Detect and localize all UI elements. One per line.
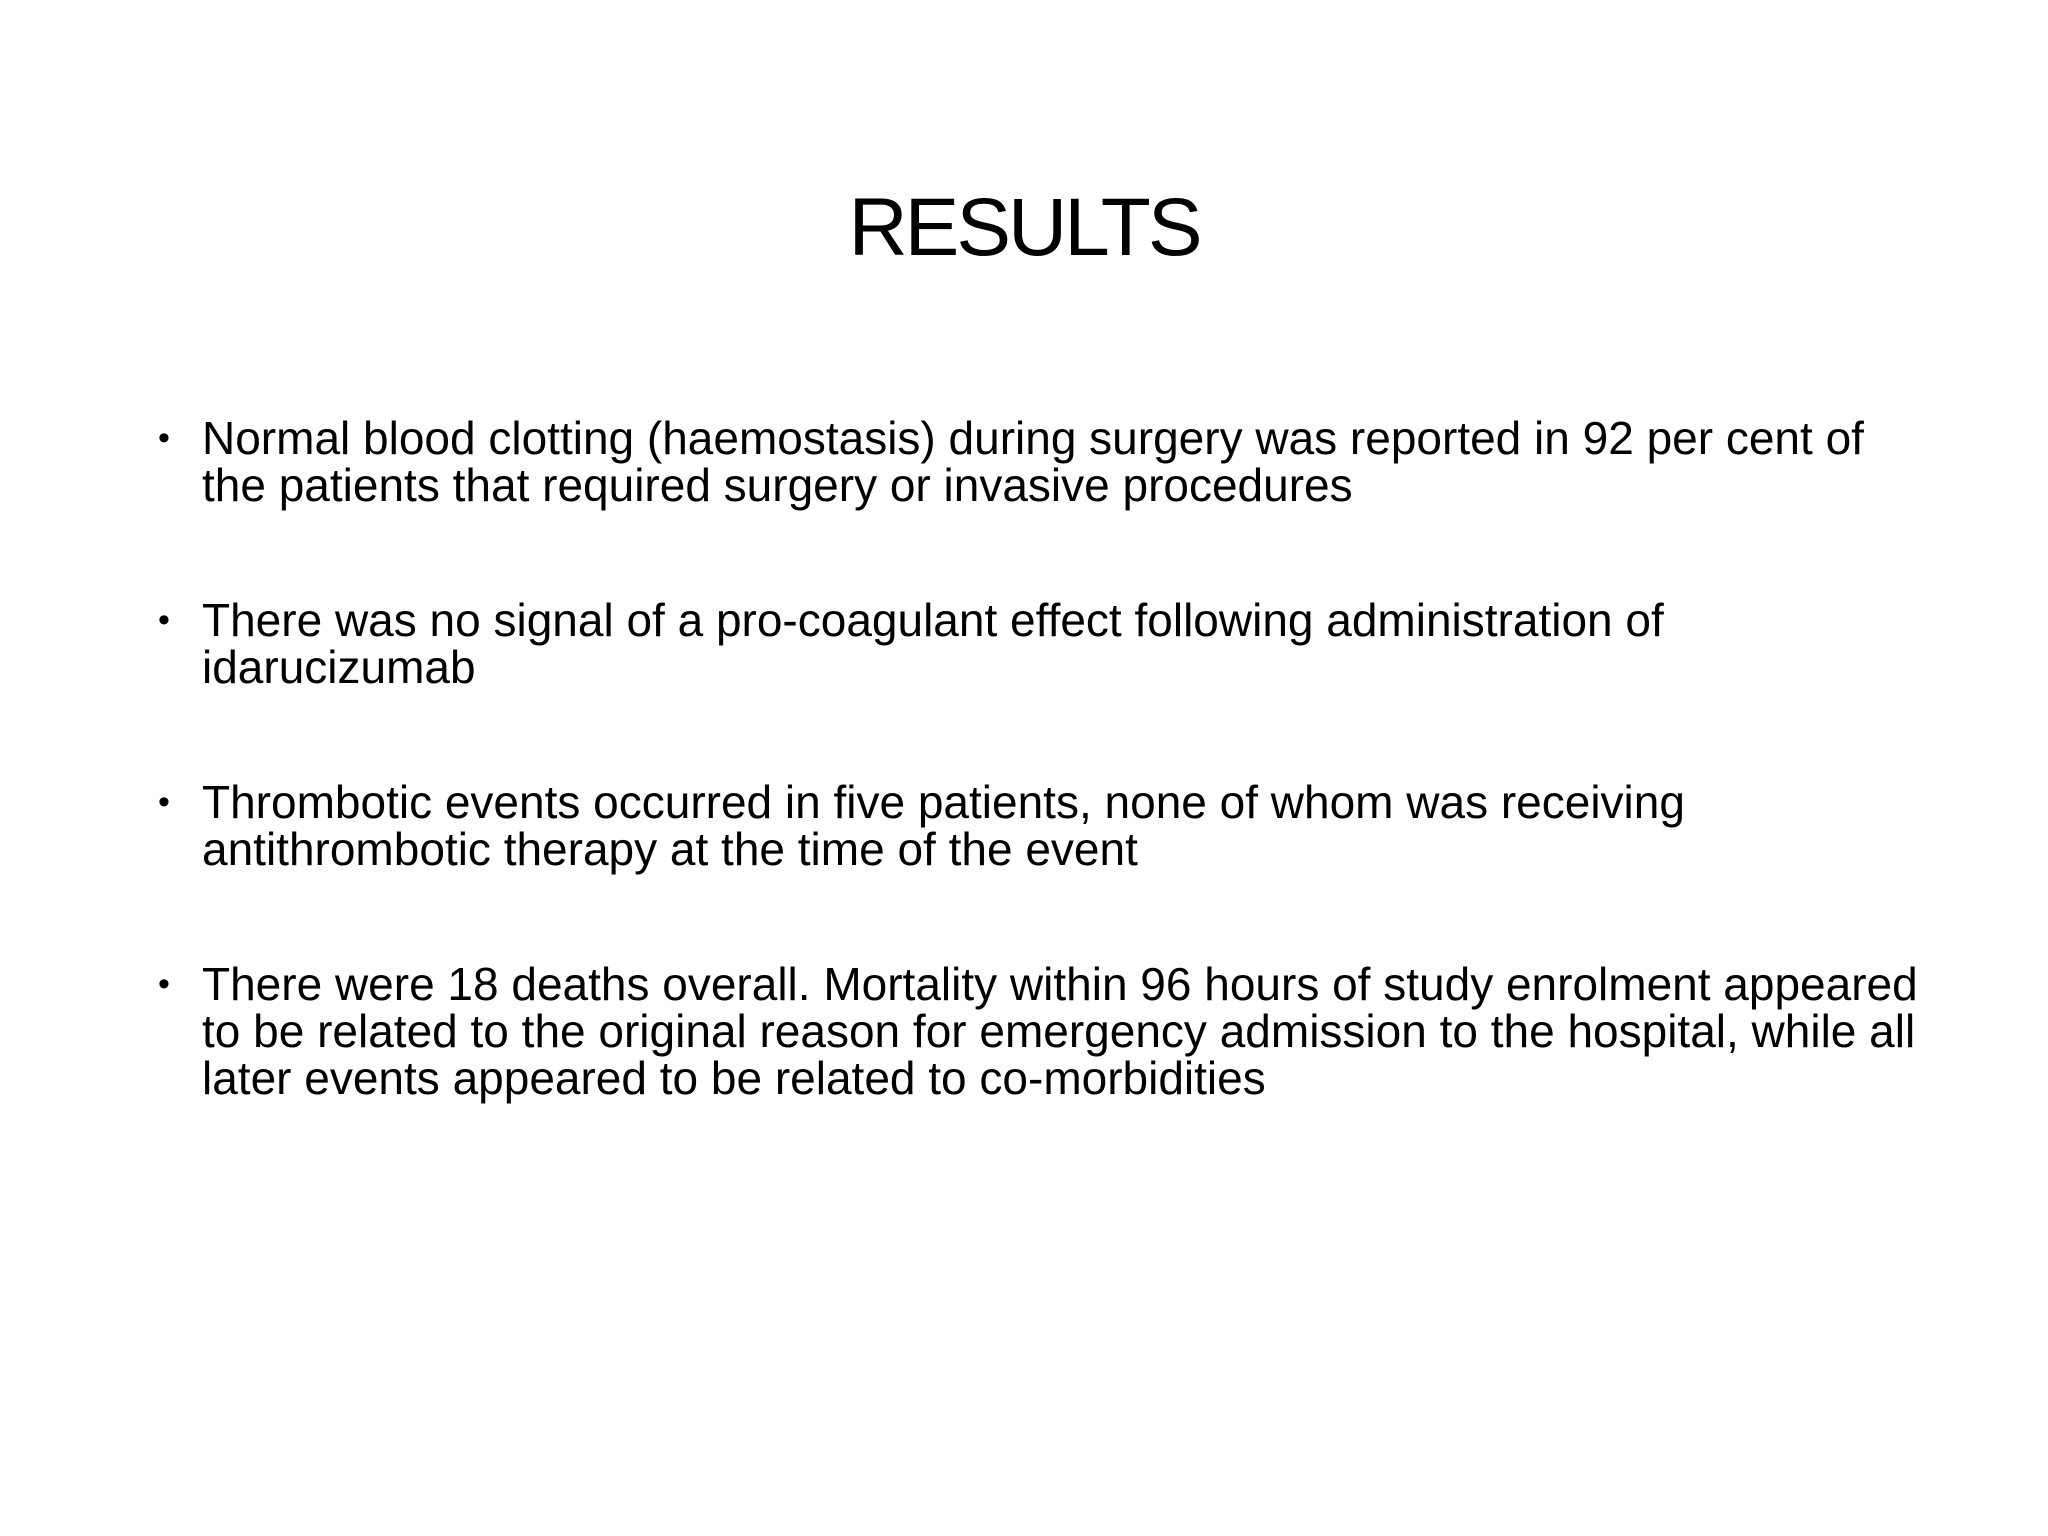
bullet-text: There was no signal of a pro-coagulant effect following administration of idarucizumab — [202, 594, 1664, 693]
bullet-item-haemostasis — [158, 412, 1918, 511]
bullet-text: Thrombotic events occurred in five patients, none of whom was receiving antithrombotic therapy at the time of the event — [202, 776, 1685, 875]
bullet-item-thrombotic-events — [158, 776, 1918, 875]
bullet-dot-icon: • — [158, 601, 170, 639]
bullet-item-deaths — [158, 958, 1918, 1104]
bullet-dot-icon: • — [158, 783, 170, 821]
bullet-dot-icon: • — [158, 419, 170, 457]
bullet-item-procoagulant — [158, 594, 1918, 693]
bullet-list — [158, 412, 1918, 1104]
slide-title: RESULTS — [848, 182, 1200, 273]
bullet-text: Normal blood clotting (haemostasis) during surgery was reported in 92 per cent of the patients that required surgery or invasive procedures — [202, 412, 1864, 511]
bullet-text: There were 18 deaths overall. Mortality within 96 hours of study enrolment appeared to be related to the original reason for emergency admission to the hospital, while all later events appeared to be related to co-morbidities — [202, 958, 1918, 1104]
bullet-dot-icon: • — [158, 965, 170, 1003]
